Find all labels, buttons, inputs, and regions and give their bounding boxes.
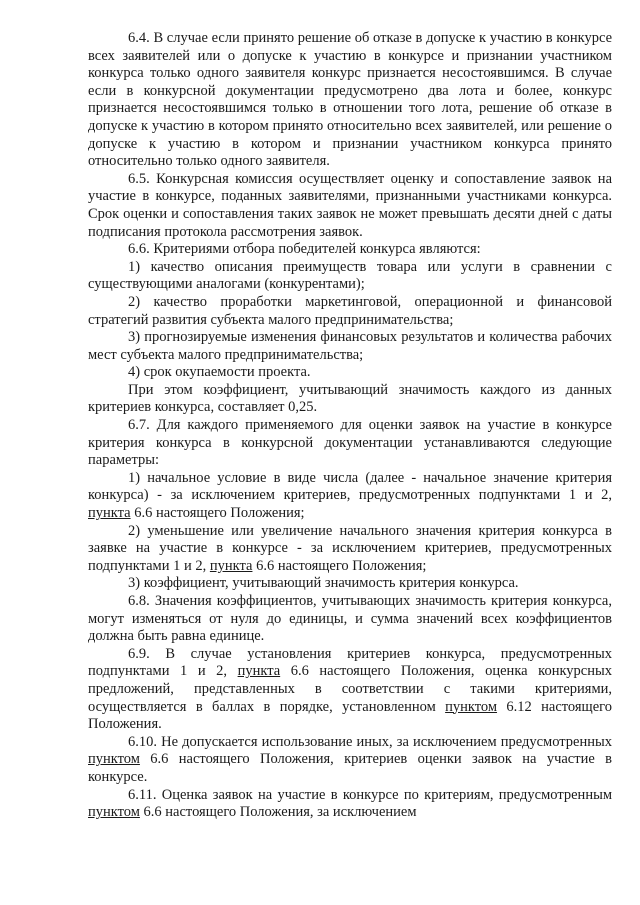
criterion-3: 3) прогнозируемые изменения финансовых результатов и количества рабочих мест субъекта малого предпринимательства;: [88, 329, 612, 363]
clause-link[interactable]: пункта: [237, 663, 281, 680]
parameter-1-text: 1) начальное условие в виде числа (далее - начальное значение критерия конкурса) - за исключением критериев, предусмотренных подпунктами 1 и 2,: [88, 469, 612, 504]
paragraph-6-10-text: 6.10. Не допускается использование иных, за исключением предусмотренных: [128, 733, 612, 750]
parameter-2: [88, 523, 612, 576]
paragraph-6-8: 6.8. Значения коэффициентов, учитывающих значимость критерия конкурса, могут изменяться от нуля до единицы, и сумма значений всех коэффициентов должна быть равна единице.: [88, 593, 612, 645]
criteria-coefficient-note: При этом коэффициент, учитывающий значимость каждого из данных критериев конкурса, составляет 0,25.: [88, 381, 612, 416]
paragraph-6-11: [88, 787, 612, 822]
paragraph-6-11-text: 6.11. Оценка заявок на участие в конкурсе по критериям, предусмотренным: [128, 786, 612, 803]
parameter-2-text: 2) уменьшение или увеличение начального значения критерия конкурса в заявке на участие в конкурсе - за исключением критериев, предусмотренных подпунктами 1 и 2,: [88, 522, 612, 574]
criterion-1: 1) качество описания преимуществ товара или услуги в сравнении с существующими аналогами (конкурентами);: [88, 258, 612, 293]
paragraph-6-10: [88, 734, 612, 787]
paragraph-6-4: 6.4. В случае если принято решение об отказе в допуске к участию в конкурсе всех заявителей или о допуске к участию в конкурсе и признании участником конкурса только одного заявителя конкурс признается несостоявшимся. В случае если в конкурсной документации предусмотрено два лота и более, конкурс признается несостоявшимся только в отношении того лота, решение об отказе в допуске к участию в котором принято относительно всех заявителей, или решение о допуске к участию в котором и признании участником конкурса принято относительно только одного заявителя.: [88, 30, 612, 170]
clause-link[interactable]: пункта: [209, 557, 253, 574]
parameter-2-tail: 6.6 настоящего Положения;: [252, 557, 427, 574]
criterion-4: 4) срок окупаемости проекта.: [128, 364, 311, 381]
clause-link[interactable]: пунктом: [445, 698, 498, 715]
clause-link[interactable]: пунктом: [88, 751, 140, 768]
parameter-1-tail: 6.6 настоящего Положения;: [130, 505, 305, 522]
paragraph-6-7: 6.7. Для каждого применяемого для оценки заявок на участие в конкурсе критерия конкурса в конкурсной документации устанавливаются следующие параметры:: [88, 417, 612, 469]
paragraph-6-9-tail: 6.12 настоящего Положения.: [88, 698, 612, 733]
paragraph-6-5: 6.5. Конкурсная комиссия осуществляет оценку и сопоставление заявок на участие в конкурсе, поданных заявителями, признанными участниками конкурса. Срок оценки и сопоставления таких заявок не может превышать десяти дней с даты подписания протокола рассмотрения заявок.: [88, 170, 612, 240]
criterion-2: 2) качество проработки маркетинговой, операционной и финансовой стратегий развития субъекта малого предпринимательства;: [88, 293, 612, 328]
clause-link[interactable]: пункта: [88, 505, 131, 522]
paragraph-6-9: [88, 646, 612, 734]
paragraph-6-9-text: 6.9. В случае установления критериев конкурса, предусмотренных подпунктами 1 и 2,: [88, 645, 612, 680]
paragraph-6-11-tail: 6.6 настоящего Положения, за исключением: [139, 804, 417, 821]
paragraph-6-10-tail: 6.6 настоящего Положения, критериев оценки заявок на участие в конкурсе.: [88, 751, 612, 785]
paragraph-6-9-middle: 6.6 настоящего Положения, оценка конкурсных предложений, представленных в соответствии с такими критериями, осуществляется в баллах в порядке, установленном: [88, 663, 612, 715]
parameter-3: 3) коэффициент, учитывающий значимость критерия конкурса.: [128, 575, 519, 592]
paragraph-6-6: 6.6. Критериями отбора победителей конкурса являются:: [128, 241, 481, 258]
parameter-1: [88, 470, 612, 523]
clause-link[interactable]: пунктом: [88, 804, 140, 821]
